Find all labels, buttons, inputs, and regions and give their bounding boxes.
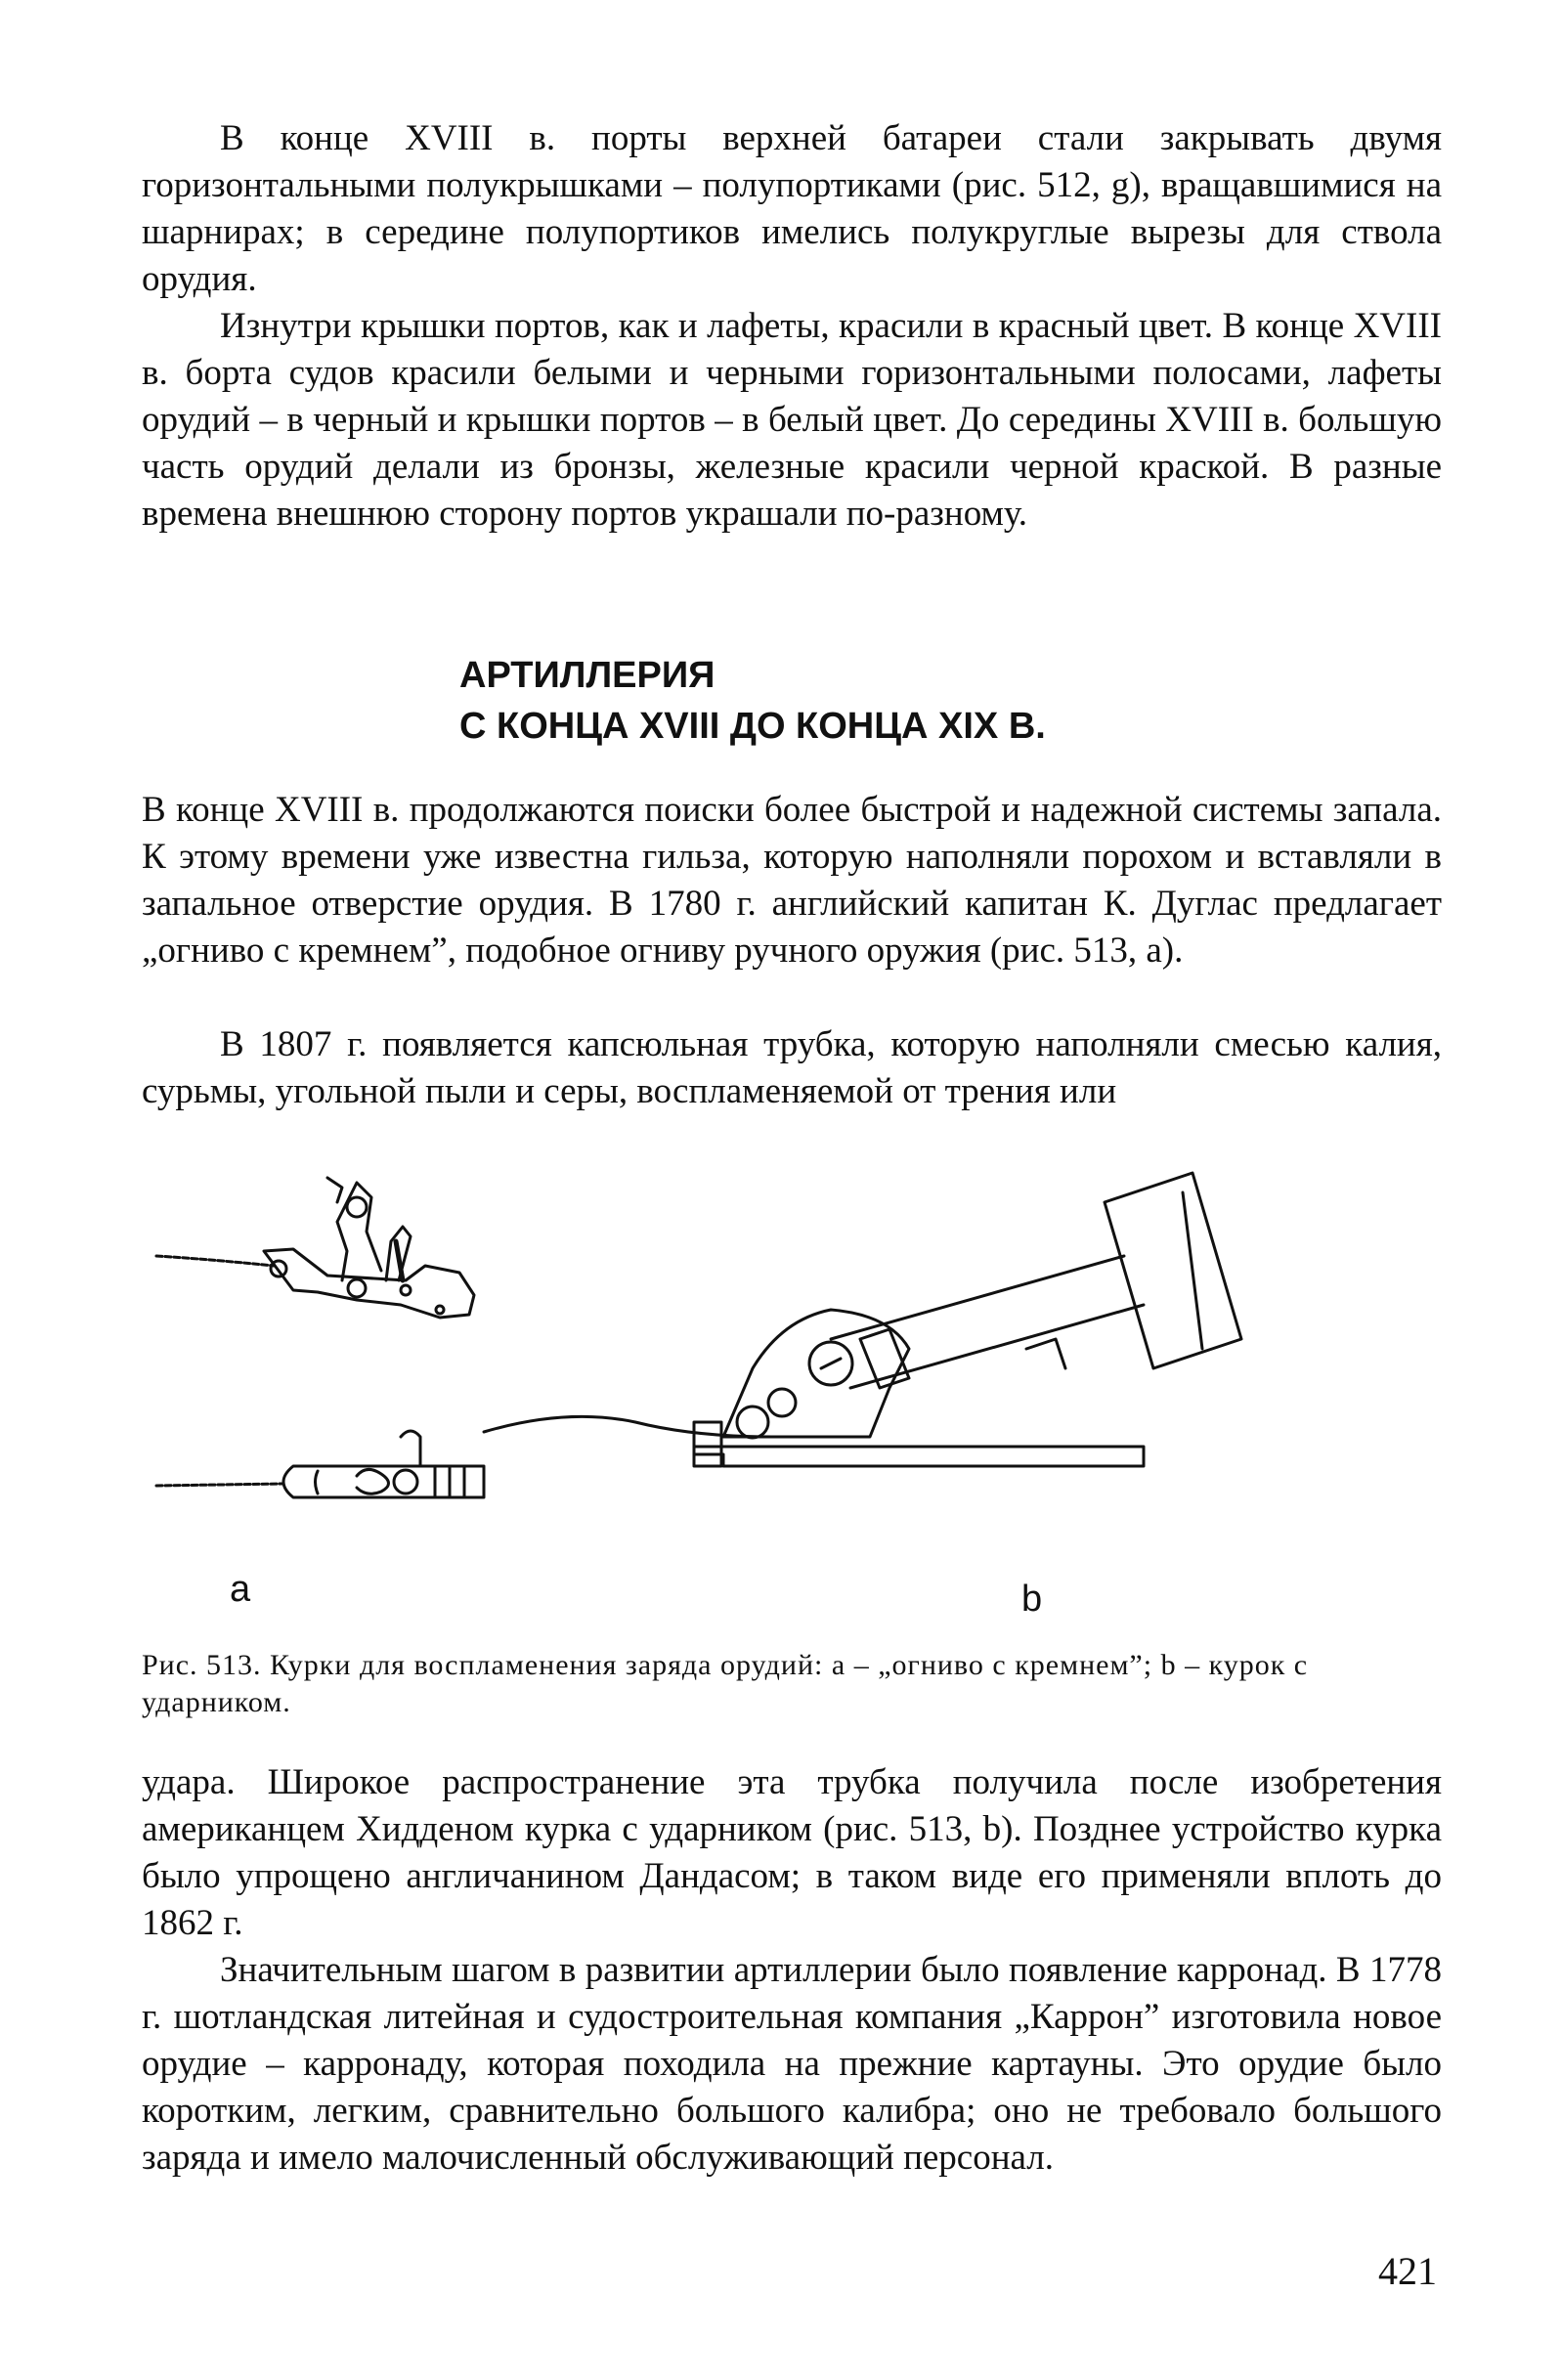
figure-label-a: a — [230, 1569, 251, 1610]
figure-513 — [147, 1144, 1447, 1632]
figure-label-b: b — [1021, 1579, 1043, 1620]
section-heading — [459, 650, 1339, 752]
paragraph-2: Изнутри крышки портов, как и лафеты, красили в красный цвет. В конце XVIII в. борта судов красили белыми и черными горизонтальными полосами, лафеты орудий – в черный и крышки портов – в белый цвет. До середины XVIII в. большую часть орудий делали из бронзы, железные красили черной краской. В разные времена внешнюю сторону портов украшали по-разному. — [142, 306, 1442, 534]
paragraph-3: В конце XVIII в. продолжаются поиски более быстрой и надежной системы запала. К этому времени уже известна гильза, которую наполняли порохом и вставляли в запальное отверстие орудия. В 1780 г. английский капитан К. Дуглас предлагает „огниво с кремнем”, подобное огниву ручного оружия (рис. 513, а). — [142, 790, 1442, 971]
figure-caption: Рис. 513. Курки для воспламенения заряда орудий: а – „огниво с кремнем”; b – курок с ударником. — [142, 1649, 1309, 1718]
paragraph-6: Значительным шагом в развитии артиллерии было появление карронад. В 1778 г. шотландская литейная и судостроительная компания „Каррон” изготовила новое орудие – карронаду, которая походила на прежние картауны. Это орудие было коротким, легким, сравнительно большого калибра; оно не требовало большого заряда и имело малочисленный обслуживающий персонал. — [142, 1950, 1442, 2178]
section-heading-line-1: АРТИЛЛЕРИЯ — [459, 655, 715, 696]
paragraph-5: удара. Широкое распространение эта трубка получила после изобретения американцем Хидденом курка с ударником (рис. 513, b). Позднее устройство курка было упрощено англичанином Дандасом; в таком виде его применяли вплоть до 1862 г. — [142, 1762, 1442, 1943]
paragraph-1: В конце XVIII в. порты верхней батареи стали закрывать двумя горизонтальными полукрышками – полупортиками (рис. 512, g), вращавшимися на шарнирах; в середине полупортиков имелись полукруглые вырезы для ствола орудия. — [142, 118, 1442, 299]
flintlock-and-percussion-lock-drawing — [147, 1144, 1447, 1632]
page-number: 421 — [1378, 2249, 1437, 2293]
paragraph-4: В 1807 г. появляется капсюльная трубка, которую наполняли смесью калия, сурьмы, угольной пыли и серы, воспламеняемой от трения или — [142, 1024, 1442, 1111]
section-heading-line-2: С КОНЦА XVIII ДО КОНЦА XIX В. — [459, 706, 1046, 747]
